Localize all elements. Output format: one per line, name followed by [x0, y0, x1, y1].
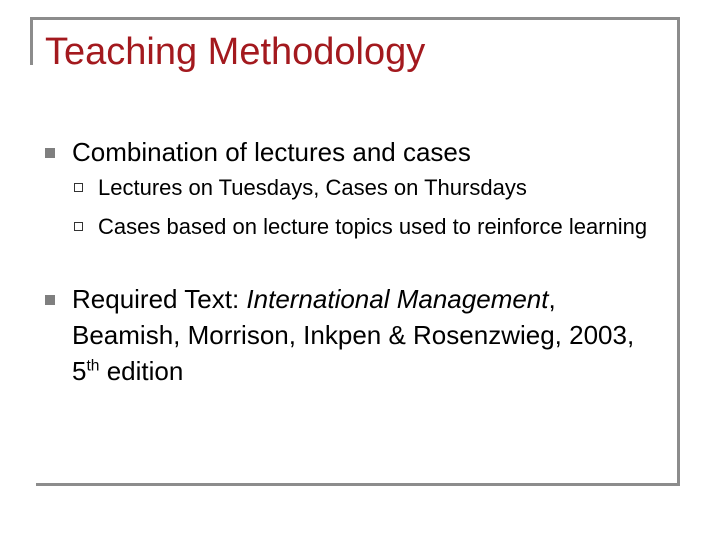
bullet-text-authors: , Beamish, Morrison, Inkpen & Rosenzwieg, 2003, 5 [72, 284, 635, 386]
frame-bottom-rule [36, 483, 680, 486]
bullet-text-suffix: edition [99, 356, 184, 386]
sub-bullet-item-cases-topics [98, 212, 668, 242]
sub-bullet-text: Cases based on lecture topics used to reinforce learning [98, 214, 648, 239]
sub-bullet-text: Lectures on Tuesdays, Cases on Thursdays [98, 175, 527, 200]
bullet-item-lectures-cases [72, 134, 662, 170]
ordinal-suffix: th [86, 357, 100, 375]
frame-right-rule [677, 17, 680, 483]
bullet-text-prefix: Required Text: [72, 284, 247, 314]
hollow-square-bullet-icon [74, 222, 83, 231]
book-title: International Management [246, 284, 549, 314]
frame-top-rule [30, 17, 680, 20]
square-bullet-icon [45, 148, 55, 158]
sub-bullet-item-schedule [98, 173, 668, 203]
frame-left-rule [30, 17, 33, 65]
bullet-item-required-text [72, 281, 662, 389]
slide-title: Teaching Methodology [45, 31, 426, 73]
hollow-square-bullet-icon [74, 183, 83, 192]
bullet-text: Combination of lectures and cases [72, 137, 471, 167]
square-bullet-icon [45, 295, 55, 305]
